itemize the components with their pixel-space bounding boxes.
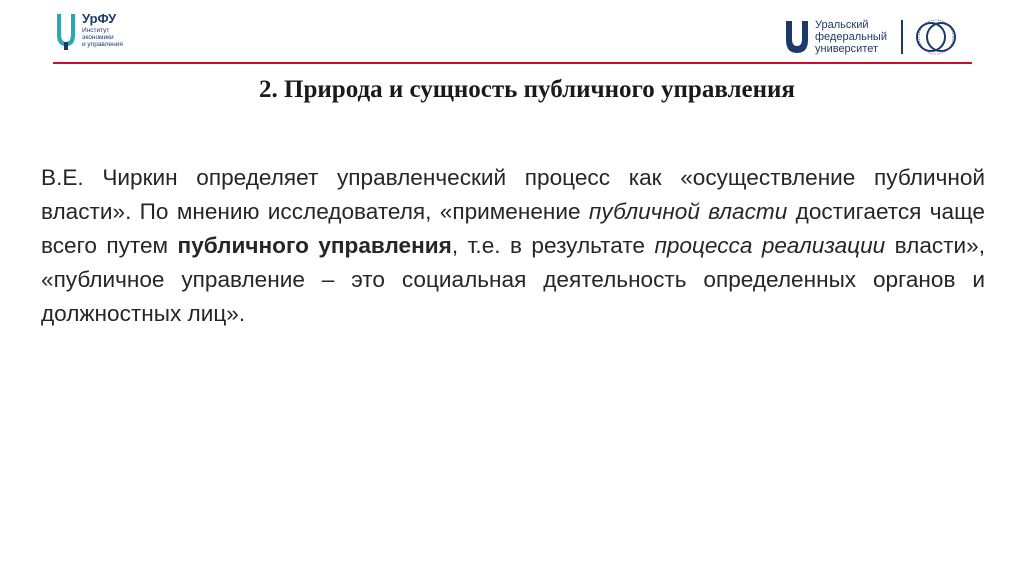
paragraph-segment: В.Е. Чиркин определяет управленческий процесс как «осуществление публичной власти». По мнению исследователя, «применение (41, 165, 985, 224)
paragraph-segment-italic: процесса реализации (654, 233, 886, 258)
logo-subtitle-line: Институт (82, 27, 110, 34)
university-name-line: университет (815, 43, 879, 55)
slide-title (0, 76, 1024, 104)
logo-subtitle-line: и управления (82, 41, 123, 48)
logo-brand-text: УрФУ (82, 11, 117, 26)
paragraph-segment-italic: публичной власти (588, 199, 788, 224)
urfu-u-logo-icon (785, 20, 809, 54)
paragraph-segment-bold: публичного управления (177, 233, 452, 258)
paragraph-segment: , т.е. в результате (451, 233, 655, 258)
logo-divider (901, 20, 903, 54)
urfu-u-logo-icon (55, 12, 77, 52)
institute-circle-emblem-icon (909, 17, 959, 57)
university-name-line: Уральский (815, 19, 869, 31)
body-paragraph (41, 161, 985, 331)
urfu-university-logo (785, 17, 959, 57)
urfu-institute-logo (55, 12, 123, 52)
paragraph-segment: достигается чаще всего путем (41, 199, 985, 258)
logo-subtitle-line: экономики (82, 34, 114, 41)
university-name-line: федеральный (815, 31, 887, 43)
header-divider (53, 62, 972, 64)
slide-title-text: 2. Природа и сущность публичного управления (259, 76, 795, 103)
paragraph-segment: власти», «публичное управление – это социальная деятельность определенных органов и должностных лиц». (41, 233, 985, 326)
